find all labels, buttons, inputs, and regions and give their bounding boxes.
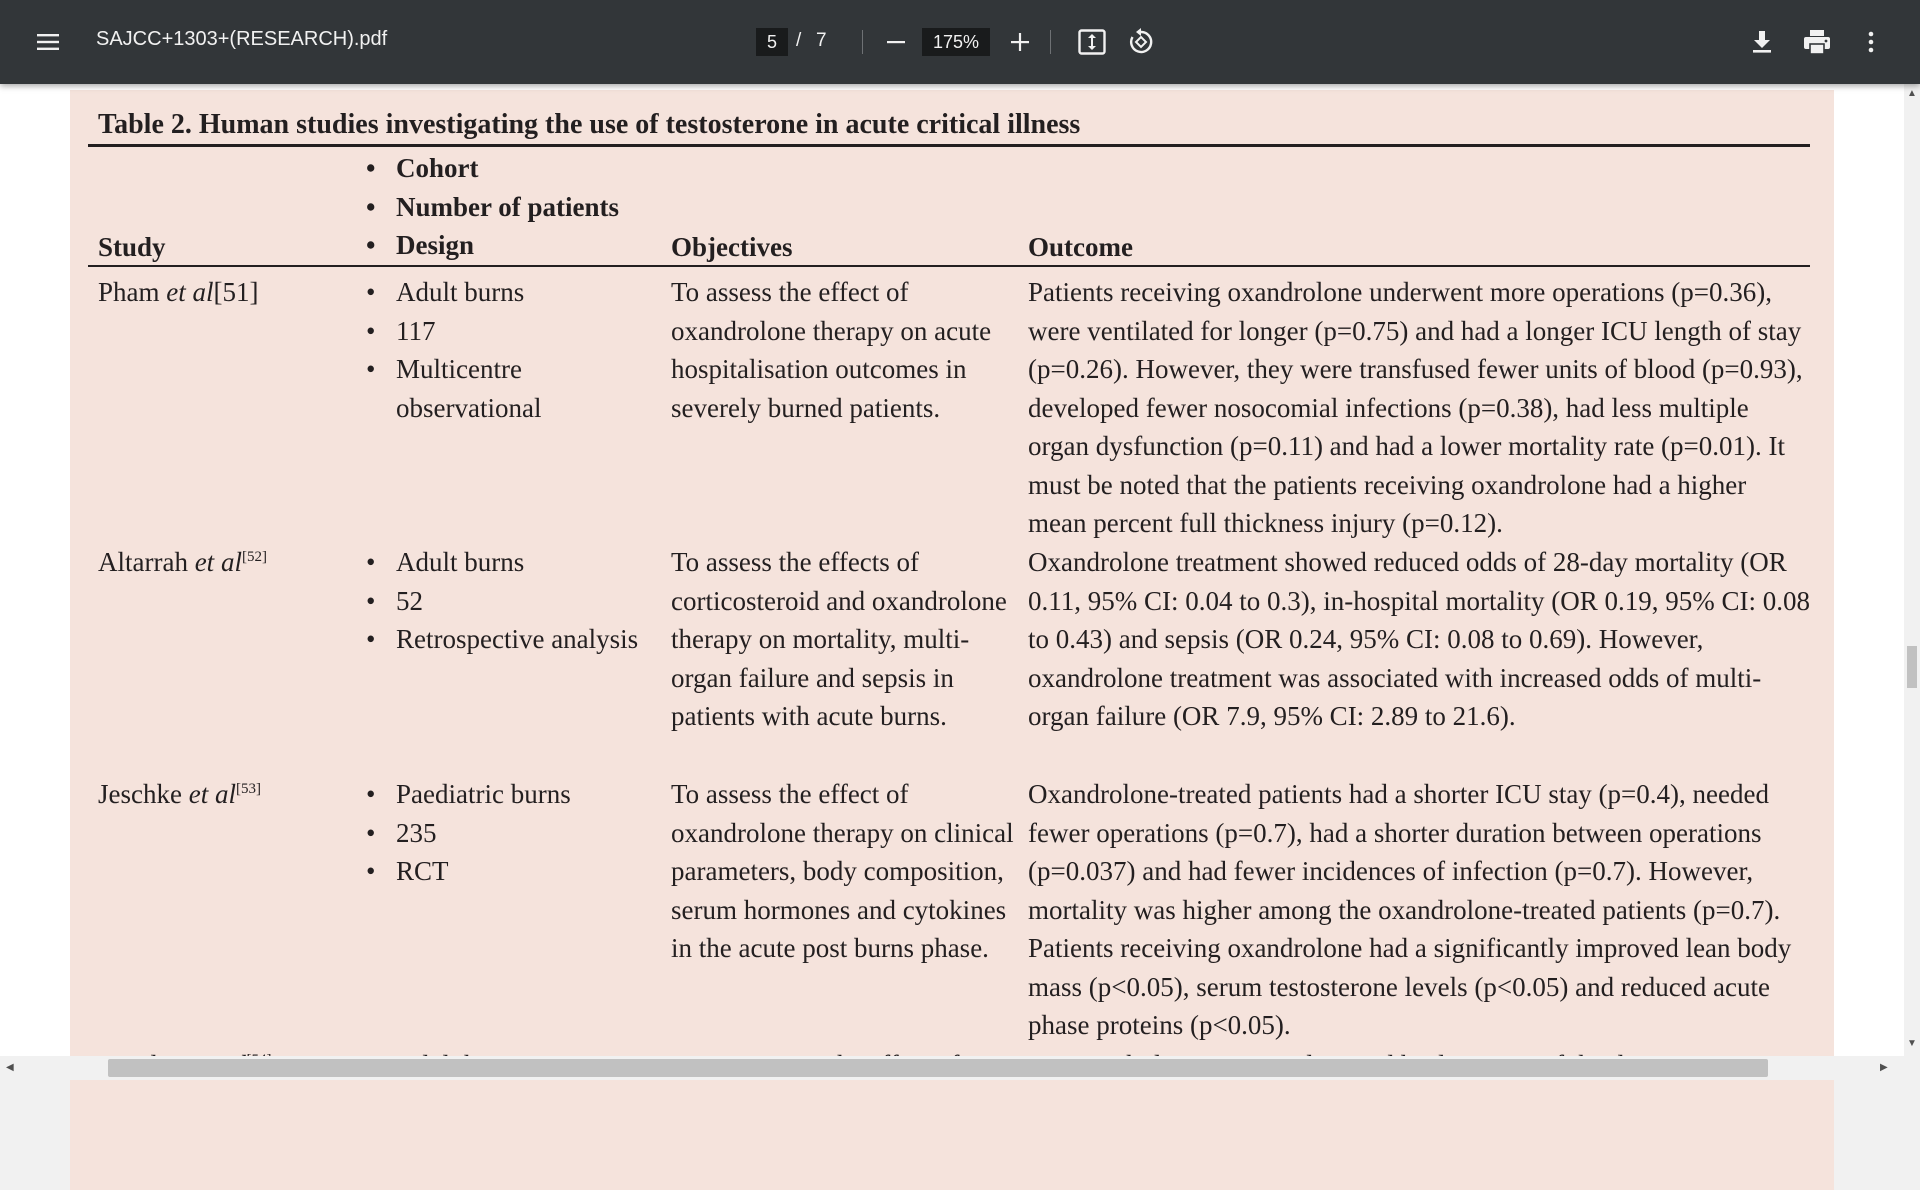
- zoom-level-input[interactable]: [922, 28, 990, 56]
- outcome-cell: [1028, 775, 1810, 1045]
- cohort-cell: [366, 543, 666, 659]
- header-objectives: Objectives: [671, 232, 793, 262]
- zoom-out-icon[interactable]: [876, 22, 916, 62]
- fit-page-icon[interactable]: [1072, 22, 1112, 62]
- header-outcome: Outcome: [1028, 232, 1133, 262]
- toolbar-divider: [1050, 30, 1051, 54]
- print-icon[interactable]: [1797, 22, 1837, 62]
- outcome-text: Oxandrolone treatment showed reduced odds of 28-day mortality (OR 0.11, 95% CI: 0.04 to 0.3), in-hospital mortality (OR 0.19, 95% CI: 0.08 to 0.43) and sepsis (OR 0.24, 95% CI: 0.08 to 0.69). However, oxandrolone treatment was associated with increased odds of multi-organ failure (OR 7.9, 95% CI: 2.89 to 21.6).: [1028, 547, 1810, 731]
- menu-icon[interactable]: [28, 22, 68, 62]
- cohort-type: • Paediatric burns: [366, 775, 666, 814]
- table-row: [88, 273, 1810, 543]
- studies-table: [88, 108, 1810, 1166]
- cohort-design: • Multicentre observational: [366, 350, 666, 427]
- study-author: Altarrah: [98, 547, 195, 577]
- objectives-cell: [671, 543, 1016, 736]
- cohort-patients: • 235: [366, 814, 666, 853]
- study-cell: [98, 775, 358, 814]
- scroll-up-arrow-icon[interactable]: ▲: [1907, 88, 1917, 99]
- pdf-viewer[interactable]: [0, 84, 1904, 1056]
- cohort-cell: [366, 273, 666, 427]
- study-et-al: et al: [166, 277, 214, 307]
- page-number-input[interactable]: [756, 28, 788, 56]
- cohort-type: • Adult burns: [366, 273, 666, 312]
- cohort-cell: [366, 775, 666, 891]
- table-title: Table 2. Human studies investigating the use of testosterone in acute critical illness: [88, 108, 1810, 147]
- study-et-al: et al: [188, 779, 236, 809]
- page-total: 7: [816, 30, 827, 51]
- download-icon[interactable]: [1742, 22, 1782, 62]
- outcome-cell: [1028, 273, 1810, 543]
- vertical-scrollbar[interactable]: [1904, 84, 1920, 1056]
- cohort-design: • RCT: [366, 852, 666, 891]
- study-reference: [52]: [241, 549, 267, 565]
- table-row: [88, 775, 1810, 1046]
- page-separator: /: [796, 30, 802, 51]
- objectives-cell: [671, 273, 1016, 427]
- cohort-type: • Adult burns: [366, 543, 666, 582]
- objectives-text: To assess the effect of oxandrolone therapy on clinical parameters, body composition, serum hormones and cytokines in the acute post burns phase.: [671, 779, 1014, 963]
- table-header: [88, 147, 1810, 267]
- cohort-design: • Retrospective analysis: [366, 620, 666, 659]
- header-cohort: • Cohort: [366, 149, 619, 188]
- table-row: [88, 543, 1810, 775]
- scroll-right-arrow-icon[interactable]: ▶: [1880, 1062, 1888, 1073]
- toolbar-divider: [862, 30, 863, 54]
- header-study: Study: [98, 232, 166, 262]
- horizontal-scrollbar[interactable]: [0, 1056, 1920, 1080]
- objectives-text: To assess the effects of corticosteroid and oxandrolone therapy on mortality, multi-organ failure and sepsis in patients with acute burns.: [671, 547, 1007, 731]
- study-reference: [53]: [235, 781, 261, 797]
- zoom-in-icon[interactable]: [1000, 22, 1040, 62]
- rotate-icon[interactable]: [1121, 22, 1161, 62]
- study-cell: [98, 273, 358, 312]
- horizontal-scroll-thumb[interactable]: [108, 1059, 1768, 1077]
- scroll-down-arrow-icon[interactable]: ▼: [1907, 1038, 1917, 1049]
- scroll-left-arrow-icon[interactable]: ◀: [6, 1062, 14, 1073]
- cohort-header-list: [366, 149, 619, 265]
- study-cell: [98, 543, 358, 582]
- cohort-patients: • 117: [366, 312, 666, 351]
- vertical-scroll-thumb[interactable]: [1907, 646, 1917, 688]
- outcome-text: Patients receiving oxandrolone underwent more operations (p=0.36), were ventilated for longer (p=0.75) and had a longer ICU length of stay (p=0.26). However, they were transfused fewer units of blood (p=0.93), developed fewer nosocomial infections (p=0.38), had less multiple organ dysfunction (p=0.11) and had a lower mortality rate (p=0.01). It must be noted that the patients receiving oxandrolone had a higher mean percent full thickness injury (p=0.12).: [1028, 277, 1803, 538]
- objectives-cell: [671, 775, 1016, 968]
- document-title: SAJCC+1303+(RESEARCH).pdf: [96, 28, 388, 50]
- study-et-al: et al: [194, 547, 242, 577]
- header-design: • Design: [366, 226, 619, 265]
- header-number-of-patients: • Number of patients: [366, 188, 619, 227]
- objectives-text: To assess the effect of oxandrolone therapy on acute hospitalisation outcomes in severely burned patients.: [671, 277, 992, 423]
- study-author: Jeschke: [98, 779, 189, 809]
- study-author: Pham: [98, 277, 167, 307]
- pdf-toolbar: [0, 0, 1920, 84]
- cohort-patients: • 52: [366, 582, 666, 621]
- outcome-text: Oxandrolone-treated patients had a shorter ICU stay (p=0.4), needed fewer operations (p=0.7), had a shorter duration between operations (p=0.037) and had fewer incidences of infection (p=0.7). However, mortality was higher among the oxandrolone-treated patients (p=0.7). Patients receiving oxandrolone had a significantly improved lean body mass (p<0.05), serum testosterone levels (p<0.05) and reduced acute phase proteins (p<0.05).: [1028, 779, 1792, 1040]
- study-reference: [51]: [213, 277, 259, 307]
- more-options-icon[interactable]: [1851, 22, 1891, 62]
- outcome-cell: [1028, 543, 1810, 736]
- pdf-page: [70, 90, 1834, 1190]
